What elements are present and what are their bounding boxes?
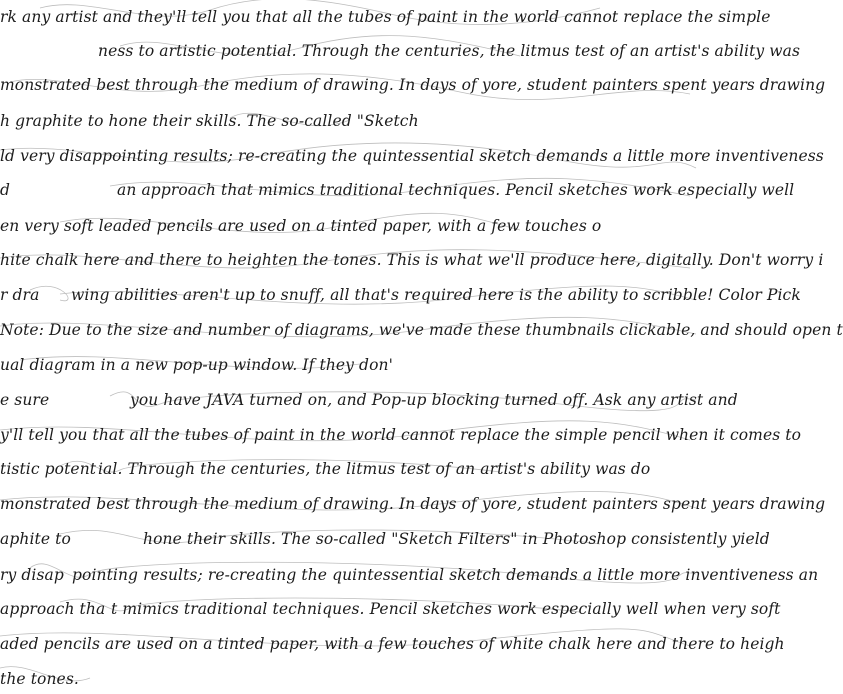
text-line-13: y'll tell you that all the tubes of paint in the world cannot replace the simple pencil when it comes to [0, 426, 802, 444]
text-line-6b: an approach that mimics traditional techniques. Pencil sketches work especially well [117, 181, 795, 199]
text-line-20: the tones. [0, 670, 79, 688]
text-line-8: hite chalk here and there to heighten the tones. This is what we'll produce here, digitally. Don't worry i [0, 251, 824, 269]
text-line-11: ual diagram in a new pop-up window. If they don' [0, 356, 393, 374]
text-line-10: Note: Due to the size and number of diagrams, we've made these thumbnails clickable, and should open t [0, 321, 843, 339]
text-line-18a: approach tha [0, 600, 106, 618]
text-line-6a: d [0, 181, 11, 199]
text-line-12a: e sure [0, 391, 50, 409]
text-line-17a: ry disap [0, 566, 64, 584]
text-line-5: ld very disappointing results; re-creating the quintessential sketch demands a little more inventiveness [0, 147, 824, 165]
text-line-14a: tistic potent [0, 460, 97, 478]
text-line-9b: wing abilities aren't up to snuff, all that's required here is the ability to scribble! Color Pick [71, 286, 801, 304]
text-line-17b: pointing results; re-creating the quintessential sketch demands a little more inventiveness an [72, 566, 819, 584]
text-line-1: rk any artist and they'll tell you that all the tubes of paint in the world cannot replace the simple [0, 8, 771, 26]
text-line-19: aded pencils are used on a tinted paper, with a few touches of white chalk here and there to heigh [0, 635, 785, 653]
text-line-7: en very soft leaded pencils are used on a tinted paper, with a few touches o [0, 217, 602, 235]
text-line-3: monstrated best through the medium of drawing. In days of yore, student painters spent years drawing [0, 76, 826, 94]
text-line-9a: r dra [0, 286, 40, 304]
text-line-16b: hone their skills. The so-called "Sketch Filters" in Photoshop consistently yield [143, 530, 770, 548]
text-line-16a: aphite to [0, 530, 71, 548]
text-line-18b: t mimics traditional techniques. Pencil sketches work especially well when very soft [111, 600, 781, 618]
text-line-2: ness to artistic potential. Through the centuries, the litmus test of an artist's ability was [98, 42, 801, 60]
text-line-14b: ial. Through the centuries, the litmus test of an artist's ability was do [98, 460, 651, 478]
text-line-4: h graphite to hone their skills. The so-called "Sketch [0, 112, 419, 130]
text-line-15: monstrated best through the medium of drawing. In days of yore, student painters spent years drawing [0, 495, 826, 513]
text-line-12b: you have JAVA turned on, and Pop-up blocking turned off. Ask any artist and [130, 391, 738, 409]
